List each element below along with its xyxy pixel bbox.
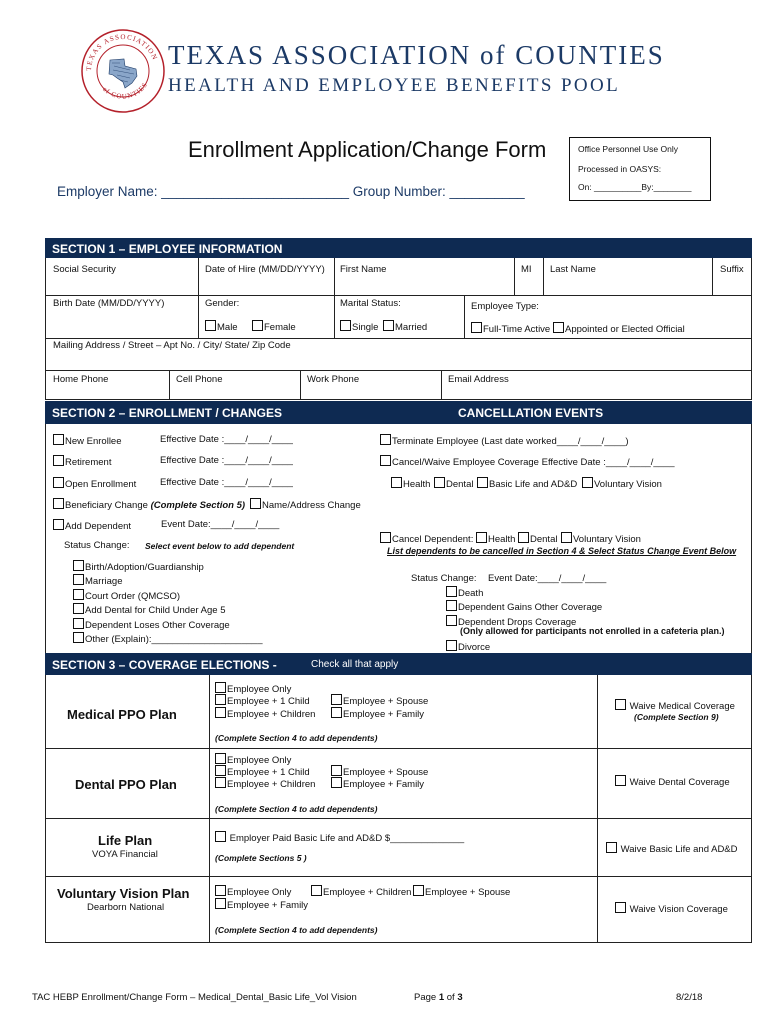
add-event-checkbox[interactable]: [73, 574, 84, 585]
cancel-event-item[interactable]: [446, 586, 602, 600]
org-name-line2: HEALTH AND EMPLOYEE BENEFITS POOL: [168, 75, 621, 96]
page-current: 1: [438, 992, 445, 1003]
medical-employee-spouse[interactable]: [331, 694, 428, 707]
cd-health-label: Health: [488, 534, 516, 545]
employer-paid-life-label: Employer Paid Basic Life and AD&D $______________: [229, 833, 465, 844]
cancel-event-item[interactable]: [446, 600, 602, 614]
add-event-item[interactable]: [73, 589, 262, 603]
add-dependent-option[interactable]: [53, 519, 131, 532]
cancel-waive-label: Cancel/Waive Employee Coverage Effective Date :____/____/____: [392, 457, 675, 468]
waive-medical-checkbox[interactable]: [615, 699, 626, 710]
add-event-checkbox[interactable]: [73, 603, 84, 614]
seal-text-bottom: of COUNTIES: [100, 80, 150, 101]
vision-employee-only-label: Employee Only: [227, 887, 292, 898]
section2-title: SECTION 2 – ENROLLMENT / CHANGES: [52, 406, 283, 420]
single-checkbox[interactable]: [340, 320, 351, 331]
full-time-option[interactable]: [471, 322, 550, 335]
cd-dental-option[interactable]: [518, 532, 557, 545]
section2-right-border: [751, 424, 752, 654]
add-event-checkbox[interactable]: [73, 632, 84, 643]
status-change-label: Status Change:: [64, 540, 130, 551]
vision-employee-spouse[interactable]: [413, 885, 510, 898]
new-enrollee-label: New Enrollee: [65, 436, 122, 447]
cd-health-checkbox[interactable]: [476, 532, 487, 543]
footer-page-number: [414, 992, 463, 1003]
dental-employee-only-label: Employee Only: [227, 755, 292, 766]
cd-dental-label: Dental: [530, 534, 558, 545]
status-change2-label: Status Change:: [411, 573, 477, 584]
medical-employee-spouse-checkbox[interactable]: [331, 694, 342, 705]
dental-employee-family[interactable]: [331, 777, 424, 790]
terminate-label: Terminate Employee (Last date worked____/____/____): [392, 436, 629, 447]
add-event-item[interactable]: [73, 632, 262, 646]
gender-label: Gender:: [205, 298, 240, 309]
life-plan-name: Life Plan: [98, 833, 153, 848]
single-label: Single: [352, 322, 379, 333]
cancel-waive-option[interactable]: [380, 455, 675, 468]
employer-group-line[interactable]: Employer Name: _________________________ Group Number: __________: [57, 184, 525, 199]
medical-employee-child[interactable]: [215, 694, 310, 707]
dental-employee-spouse-checkbox[interactable]: [331, 765, 342, 776]
medical-employee-children-label: Employee + Children: [227, 709, 316, 720]
terminate-employee-option[interactable]: [380, 434, 629, 447]
waive-medical-note: (Complete Section 9): [634, 712, 719, 722]
cancel-event-checkbox[interactable]: [446, 615, 457, 626]
open-enrollment-option[interactable]: [53, 477, 136, 490]
add-event-item[interactable]: [73, 574, 262, 588]
last-name-field[interactable]: Last Name: [550, 264, 596, 275]
full-time-label: Full-Time Active: [483, 324, 551, 335]
new-enrollee-effective-date[interactable]: Effective Date :____/____/____: [160, 434, 293, 445]
org-name-line1: TEXAS ASSOCIATION of COUNTIES: [168, 40, 665, 70]
date-of-hire-field[interactable]: Date of Hire (MM/DD/YYYY): [205, 264, 325, 275]
cancel-health-label: Health: [403, 479, 431, 490]
add-event-label: Other (Explain):_____________________: [85, 634, 263, 646]
ssn-field[interactable]: Social Security: [53, 264, 116, 275]
cancel-event-label: Dependent Drops Coverage: [458, 616, 577, 628]
life-carrier: VOYA Financial: [92, 849, 158, 860]
vision-employee-spouse-checkbox[interactable]: [413, 885, 424, 896]
cancel-event-label: Dependent Gains Other Coverage: [458, 602, 603, 614]
complete-section5-note: (Complete Section 5): [150, 500, 246, 511]
waive-life-checkbox[interactable]: [606, 842, 617, 853]
cancel-vision-label: Voluntary Vision: [594, 479, 662, 490]
vision-employee-children[interactable]: [311, 885, 411, 898]
vision-employee-family-label: Employee + Family: [227, 900, 309, 911]
footer-date: 8/2/18: [676, 992, 703, 1003]
female-label: Female: [264, 322, 296, 333]
gender-male-option[interactable]: [205, 320, 238, 333]
divorce-checkbox[interactable]: [446, 640, 457, 651]
email-field[interactable]: Email Address: [448, 374, 509, 385]
medical-plan-name: Medical PPO Plan: [67, 707, 177, 722]
married-option[interactable]: [383, 320, 427, 333]
cd-dental-checkbox[interactable]: [518, 532, 529, 543]
vision-employee-spouse-label: Employee + Spouse: [425, 887, 511, 898]
new-enrollee-checkbox[interactable]: [53, 434, 64, 445]
vision-employee-children-checkbox[interactable]: [311, 885, 322, 896]
section2-left-border: [45, 424, 46, 654]
mailing-address-field[interactable]: Mailing Address / Street – Apt No. / City/ State/ Zip Code: [53, 340, 291, 351]
vision-employee-family[interactable]: [215, 898, 308, 911]
section3-header: [45, 653, 752, 675]
cancel-dental-label: Dental: [446, 479, 474, 490]
name-address-label: Name/Address Change: [262, 500, 361, 511]
seal-icon: [80, 28, 166, 114]
divorce-option[interactable]: [446, 640, 490, 653]
add-dependent-event-date[interactable]: Event Date:____/____/____: [161, 519, 280, 530]
office-use-box: [569, 137, 711, 201]
section3-note: Check all that apply: [311, 659, 399, 670]
add-event-item[interactable]: [73, 560, 262, 574]
divorce-label: Divorce: [458, 642, 491, 653]
employer-paid-life-checkbox[interactable]: [215, 831, 226, 842]
full-time-checkbox[interactable]: [471, 322, 482, 333]
medical-employee-family[interactable]: [331, 707, 424, 720]
add-dependent-checkbox[interactable]: [53, 519, 64, 530]
waive-vision-option[interactable]: [615, 902, 728, 915]
retirement-effective-date[interactable]: Effective Date :____/____/____: [160, 455, 293, 466]
medical-note: (Complete Section 4 to add dependents): [215, 733, 378, 743]
cancel-event-date[interactable]: Event Date:____/____/____: [488, 573, 607, 584]
appointed-checkbox[interactable]: [553, 322, 564, 333]
female-checkbox[interactable]: [252, 320, 263, 331]
medical-employee-child-label: Employee + 1 Child: [227, 696, 310, 707]
add-event-label: Birth/Adoption/Guardianship: [85, 562, 204, 573]
beneficiary-change-option[interactable]: [53, 498, 245, 511]
name-address-change-option[interactable]: [250, 498, 361, 511]
waive-dental-label: Waive Dental Coverage: [629, 777, 730, 788]
birth-date-field[interactable]: Birth Date (MM/DD/YYYY): [53, 298, 165, 309]
add-event-label: Marriage: [85, 576, 123, 588]
retirement-option[interactable]: [53, 455, 111, 468]
dental-employee-family-label: Employee + Family: [343, 779, 425, 790]
page-of: of: [444, 992, 458, 1003]
first-name-field[interactable]: First Name: [340, 264, 387, 275]
cd-vision-checkbox[interactable]: [561, 532, 572, 543]
add-event-item[interactable]: [73, 618, 262, 632]
page-total: 3: [457, 992, 463, 1003]
vision-employee-children-label: Employee + Children: [323, 887, 412, 898]
medical-employee-only-label: Employee Only: [227, 684, 292, 695]
beneficiary-change-checkbox[interactable]: [53, 498, 64, 509]
dental-employee-only-checkbox[interactable]: [215, 753, 226, 764]
married-checkbox[interactable]: [383, 320, 394, 331]
section1-header: [45, 238, 752, 258]
male-checkbox[interactable]: [205, 320, 216, 331]
cafeteria-plan-note: (Only allowed for participants not enrolled in a cafeteria plan.): [460, 626, 725, 636]
mi-field[interactable]: MI: [521, 264, 532, 275]
cd-vision-label: Voluntary Vision: [573, 534, 641, 545]
section1-title: SECTION 1 – EMPLOYEE INFORMATION: [52, 242, 283, 256]
medical-employee-spouse-label: Employee + Spouse: [343, 696, 429, 707]
office-use-label: Office Personnel Use Only: [578, 144, 678, 154]
processed-label: Processed in OASYS:: [578, 164, 662, 174]
add-event-label: Add Dental for Child Under Age 5: [85, 605, 226, 617]
select-event-note: Select event below to add dependent: [145, 541, 295, 551]
cancel-vision-checkbox[interactable]: [582, 477, 593, 488]
male-label: Male: [217, 322, 238, 333]
cancel-event-list: [446, 586, 602, 629]
married-label: Married: [395, 322, 428, 333]
page-prefix: Page: [414, 992, 439, 1003]
seal-text-top: TEXAS ASSOCIATION: [84, 32, 160, 72]
cancel-event-checkbox[interactable]: [446, 600, 457, 611]
cancel-health-checkbox[interactable]: [391, 477, 402, 488]
suffix-field[interactable]: Suffix: [720, 264, 744, 275]
waive-dental-option[interactable]: [615, 775, 730, 788]
section3-title: SECTION 3 – COVERAGE ELECTIONS -: [52, 658, 277, 672]
marital-status-label: Marital Status:: [340, 298, 401, 309]
waive-vision-checkbox[interactable]: [615, 902, 626, 913]
medical-employee-child-checkbox[interactable]: [215, 694, 226, 705]
cancel-dependent-checkbox[interactable]: [380, 532, 391, 543]
retirement-label: Retirement: [65, 457, 112, 468]
name-address-checkbox[interactable]: [250, 498, 261, 509]
cancel-dependent-label: Cancel Dependent:: [392, 534, 474, 545]
section2-header: [45, 401, 752, 424]
vision-employee-family-checkbox[interactable]: [215, 898, 226, 909]
cd-vision-option[interactable]: [561, 532, 641, 545]
terminate-checkbox[interactable]: [380, 434, 391, 445]
cancel-vision-option[interactable]: [582, 477, 662, 490]
employer-paid-life-option[interactable]: [215, 831, 464, 844]
cancel-waive-checkbox[interactable]: [380, 455, 391, 466]
cancellation-title: CANCELLATION EVENTS: [458, 406, 604, 420]
add-event-item[interactable]: [73, 603, 262, 617]
dental-employee-child-label: Employee + 1 Child: [227, 767, 310, 778]
waive-dental-checkbox[interactable]: [615, 775, 626, 786]
cancel-health-option[interactable]: [391, 477, 430, 490]
dental-employee-children-checkbox[interactable]: [215, 777, 226, 788]
cancel-event-checkbox[interactable]: [446, 586, 457, 597]
medical-employee-children-checkbox[interactable]: [215, 707, 226, 718]
add-dependent-label: Add Dependent: [65, 521, 132, 532]
footer-form-id: TAC HEBP Enrollment/Change Form – Medical_Dental_Basic Life_Vol Vision: [32, 992, 357, 1003]
home-phone-field[interactable]: Home Phone: [53, 374, 109, 385]
waive-medical-option[interactable]: [615, 699, 735, 712]
dental-employee-children[interactable]: [215, 777, 315, 790]
cell-phone-field[interactable]: Cell Phone: [176, 374, 223, 385]
vision-carrier: Dearborn National: [87, 902, 165, 913]
add-event-checkbox[interactable]: [73, 618, 84, 629]
dental-note: (Complete Section 4 to add dependents): [215, 804, 378, 814]
cancel-basic-life-option[interactable]: [477, 477, 577, 490]
medical-employee-children[interactable]: [215, 707, 315, 720]
add-event-list: [73, 560, 262, 646]
medical-employee-only-checkbox[interactable]: [215, 682, 226, 693]
dental-employee-child-checkbox[interactable]: [215, 765, 226, 776]
cancel-basic-life-label: Basic Life and AD&D: [489, 479, 578, 490]
open-enrollment-label: Open Enrollment: [65, 479, 137, 490]
waive-medical-label: Waive Medical Coverage: [629, 701, 735, 712]
vision-employee-only-checkbox[interactable]: [215, 885, 226, 896]
dental-employee-family-checkbox[interactable]: [331, 777, 342, 788]
add-event-label: Court Order (QMCSO): [85, 590, 181, 602]
add-event-checkbox[interactable]: [73, 589, 84, 600]
open-enrollment-effective-date[interactable]: Effective Date :____/____/____: [160, 477, 293, 488]
form-title: Enrollment Application/Change Form: [188, 137, 547, 162]
appointed-option[interactable]: [553, 322, 685, 335]
retirement-checkbox[interactable]: [53, 455, 64, 466]
employee-type-label: Employee Type:: [471, 301, 539, 312]
vision-employee-only[interactable]: [215, 885, 291, 898]
beneficiary-change-label: Beneficiary Change: [65, 500, 148, 511]
vision-plan-name: Voluntary Vision Plan: [57, 886, 190, 901]
open-enrollment-checkbox[interactable]: [53, 477, 64, 488]
vision-note: (Complete Section 4 to add dependents): [215, 925, 378, 935]
cancel-event-label: Death: [458, 588, 484, 599]
cancel-dependent-option[interactable]: [380, 532, 473, 545]
medical-employee-family-label: Employee + Family: [343, 709, 425, 720]
dental-plan-name: Dental PPO Plan: [75, 777, 177, 792]
waive-vision-label: Waive Vision Coverage: [629, 904, 728, 915]
dental-employee-children-label: Employee + Children: [227, 779, 316, 790]
appointed-label: Appointed or Elected Official: [565, 324, 685, 335]
new-enrollee-option[interactable]: [53, 434, 122, 447]
single-option[interactable]: [340, 320, 378, 333]
list-dependents-note: List dependents to be cancelled in Section 4 & Select Status Change Event Below: [387, 546, 737, 556]
dental-employee-spouse-label: Employee + Spouse: [343, 767, 429, 778]
life-note: (Complete Sections 5 ): [215, 853, 307, 863]
waive-life-option[interactable]: [606, 842, 738, 855]
medical-employee-family-checkbox[interactable]: [331, 707, 342, 718]
add-event-checkbox[interactable]: [73, 560, 84, 571]
seal-logo: [80, 28, 166, 114]
cancel-basic-life-checkbox[interactable]: [477, 477, 488, 488]
work-phone-field[interactable]: Work Phone: [307, 374, 360, 385]
cancel-dental-checkbox[interactable]: [434, 477, 445, 488]
gender-female-option[interactable]: [252, 320, 296, 333]
cancel-dental-option[interactable]: [434, 477, 473, 490]
processed-on-by: On: __________By:________: [578, 182, 692, 192]
add-event-label: Dependent Loses Other Coverage: [85, 619, 230, 631]
waive-life-label: Waive Basic Life and AD&D: [620, 844, 738, 855]
cd-health-option[interactable]: [476, 532, 515, 545]
